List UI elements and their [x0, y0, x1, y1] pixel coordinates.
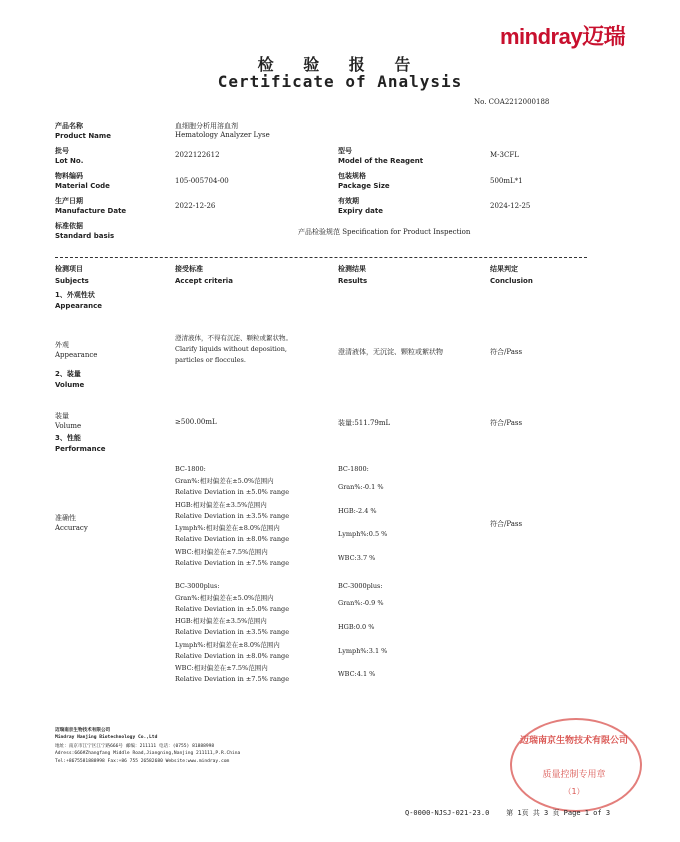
stamp-number-text: （1）	[563, 787, 585, 796]
accuracy-item-cn: 准确性	[55, 514, 76, 522]
form-code: Q-0000-NJSJ-021-23.0	[405, 809, 490, 817]
bc1800-result-gran: Gran%:-0.1 %	[338, 483, 384, 491]
mfg-date-value: 2022-12-26	[175, 202, 216, 210]
appearance-item-en: Appearance	[55, 351, 98, 359]
appearance-criteria-1: 澄清液体，不得有沉淀、颗粒或絮状物。	[175, 334, 292, 342]
bc3000-criteria-line: Lymph%:相对偏差在±8.0%范围内	[175, 641, 280, 649]
mfg-date-label-en: Manufacture Date	[55, 207, 127, 215]
volume-criteria: ≥500.00mL	[175, 418, 217, 426]
appearance-item-cn: 外观	[55, 341, 69, 349]
footer-company-cn: 迈瑞南京生物技术有限公司	[55, 728, 111, 733]
basis-value: 产品检验规范 Specification for Product Inspection	[298, 228, 471, 236]
accuracy-conclusion: 符合/Pass	[490, 520, 523, 528]
product-name-value-en: Hematology Analyzer Lyse	[175, 131, 270, 139]
bc3000-criteria-line: Relative Deviation in ±5.0% range	[175, 605, 290, 613]
appearance-result: 澄清液体，无沉淀、颗粒或絮状物	[338, 348, 443, 356]
model-label-cn: 型号	[338, 147, 352, 155]
footer-address-en: Adress:666#Zhangfang Middle Road,Jiangning,Nanjing 211111,P.R.China	[55, 751, 241, 756]
section-performance-cn: 3、性能	[55, 434, 81, 442]
appearance-criteria-3: particles or floccules.	[175, 356, 246, 364]
bc1800-criteria-line: WBC:相对偏差在±7.5%范围内	[175, 548, 268, 556]
package-label-en: Package Size	[338, 182, 390, 190]
bc3000-result-title: BC-3000plus:	[338, 582, 383, 590]
package-value: 500mL*1	[490, 177, 523, 185]
mfg-date-label-cn: 生产日期	[55, 197, 83, 205]
expiry-value: 2024-12-25	[490, 202, 531, 210]
bc3000-criteria-line: Relative Deviation in ±3.5% range	[175, 628, 290, 636]
model-value: M-3CFL	[490, 151, 519, 159]
col-results-cn: 检测结果	[338, 265, 366, 273]
bc1800-result-title: BC-1800:	[338, 465, 369, 473]
bc1800-criteria-line: Relative Deviation in ±8.0% range	[175, 535, 290, 543]
divider	[55, 257, 587, 258]
product-name-value-cn: 血细胞分析用溶血剂	[175, 122, 238, 130]
model-label-en: Model of the Reagent	[338, 157, 424, 165]
material-value: 105-005704-00	[175, 177, 229, 185]
expiry-label-cn: 有效期	[338, 197, 359, 205]
title-cn: 检 验 报 告	[257, 55, 423, 74]
basis-label-en: Standard basis	[55, 232, 115, 240]
bc3000-criteria-line: Relative Deviation in ±8.0% range	[175, 652, 290, 660]
material-label-en: Material Code	[55, 182, 110, 190]
volume-item-en: Volume	[55, 422, 82, 430]
bc1800-criteria-line: Relative Deviation in ±7.5% range	[175, 559, 290, 567]
lot-value: 2022122612	[175, 151, 220, 159]
product-name-label-en: Product Name	[55, 132, 111, 140]
expiry-label-en: Expiry date	[338, 207, 383, 215]
bc3000-result-gran: Gran%:-0.9 %	[338, 599, 384, 607]
appearance-criteria-2: Clarify liquids without deposition,	[175, 345, 287, 353]
accuracy-item-en: Accuracy	[55, 524, 88, 532]
bc1800-result-hgb: HGB:-2.4 %	[338, 507, 377, 515]
bc3000-criteria-line: Gran%:相对偏差在±5.0%范围内	[175, 594, 274, 602]
bc3000-result-wbc: WBC:4.1 %	[338, 670, 376, 678]
col-results-en: Results	[338, 277, 368, 285]
brand-logo: mindray迈瑞	[500, 24, 626, 49]
lot-label-cn: 批号	[55, 147, 69, 155]
section-volume-cn: 2、装量	[55, 370, 81, 378]
section-performance-en: Performance	[55, 445, 106, 453]
col-subjects-cn: 检测项目	[55, 265, 83, 273]
col-subjects-en: Subjects	[55, 277, 89, 285]
bc1800-criteria-line: HGB:相对偏差在±3.5%范围内	[175, 501, 267, 509]
bc1800-criteria-line: Relative Deviation in ±3.5% range	[175, 512, 290, 520]
bc3000-criteria-line: WBC:相对偏差在±7.5%范围内	[175, 664, 268, 672]
footer-company-en: Mindray Nanjing Biotechnology Co.,Ltd	[55, 735, 158, 740]
bc3000-criteria-line: Relative Deviation in ±7.5% range	[175, 675, 290, 683]
section-volume-en: Volume	[55, 381, 85, 389]
material-label-cn: 物料编码	[55, 172, 83, 180]
bc1800-criteria-line: Gran%:相对偏差在±5.0%范围内	[175, 477, 274, 485]
page-number-cn: 第 1页 共 3 页	[506, 809, 560, 817]
bc1800-criteria-line: Lymph%:相对偏差在±8.0%范围内	[175, 524, 280, 532]
stamp-company-text: 迈瑞南京生物技术有限公司	[519, 736, 628, 746]
footer-contact: Tel:+8675581888998 Fax:+86 755 26582680 Website:www.mindray.com	[55, 759, 230, 764]
col-conclusion-en: Conclusion	[490, 277, 533, 285]
bc1800-result-wbc: WBC:3.7 %	[338, 554, 376, 562]
document-number: No. COA2212000188	[474, 98, 550, 106]
stamp-title-text: 质量控制专用章	[542, 770, 606, 780]
bc3000-result-lymph: Lymph%:3.1 %	[338, 647, 388, 655]
footer-address-cn: 地址：南京市江宁区江宁路666号 邮编：211111 电话：(0755) 81888998	[55, 744, 215, 749]
volume-item-cn: 装量	[55, 412, 69, 420]
lot-label-en: Lot No.	[55, 157, 84, 165]
bc3000-criteria-line: HGB:相对偏差在±3.5%范围内	[175, 617, 267, 625]
bc1800-criteria-title: BC-1800:	[175, 465, 206, 473]
bc3000-result-hgb: HGB:0.0 %	[338, 623, 375, 631]
col-criteria-cn: 接受标准	[175, 265, 203, 273]
volume-conclusion: 符合/Pass	[490, 419, 523, 427]
col-conclusion-cn: 结果判定	[490, 265, 518, 273]
page-number-en: Page 1 of 3	[563, 809, 611, 817]
col-criteria-en: Accept criteria	[175, 277, 233, 285]
appearance-conclusion: 符合/Pass	[490, 348, 523, 356]
section-appearance-cn: 1、外观性状	[55, 291, 95, 299]
page-footer	[405, 808, 610, 818]
product-name-label-cn: 产品名称	[55, 122, 83, 130]
basis-label-cn: 标准依据	[55, 222, 83, 230]
bc3000-criteria-title: BC-3000plus:	[175, 582, 220, 590]
section-appearance-en: Appearance	[55, 302, 102, 310]
bc1800-criteria-line: Relative Deviation in ±5.0% range	[175, 488, 290, 496]
title-en: Certificate of Analysis	[217, 72, 463, 91]
package-label-cn: 包装规格	[338, 172, 366, 180]
volume-result: 装量:511.79mL	[338, 419, 391, 427]
bc1800-result-lymph: Lymph%:0.5 %	[338, 530, 388, 538]
